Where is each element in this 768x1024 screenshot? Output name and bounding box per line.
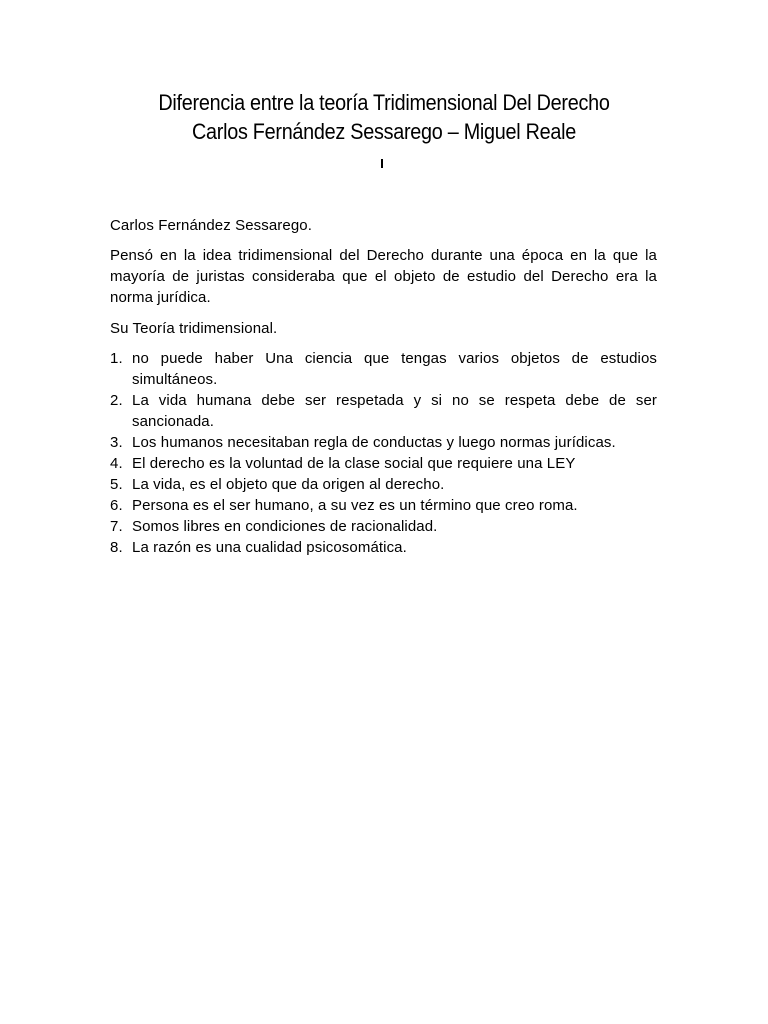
list-item-number: 2.	[110, 392, 123, 409]
list-item-number: 6.	[110, 497, 123, 514]
list-item-text: El derecho es la voluntad de la clase social que requiere una LEY	[132, 455, 576, 472]
document-title-line-1: Diferencia entre la teoría Tridimensional Del Derecho	[158, 90, 610, 115]
intro-paragraph: Pensó en la idea tridimensional del Derecho durante una época en la que la mayoría de juristas consideraba que el objeto de estudio del Derecho era la norma jurídica.	[110, 247, 657, 306]
list-item-text: La vida, es el objeto que da origen al derecho.	[132, 476, 445, 493]
list-item-number: 4.	[110, 455, 123, 472]
list-item	[110, 432, 657, 453]
document-title-line-2: Carlos Fernández Sessarego – Miguel Reale	[191, 119, 577, 144]
list-item	[110, 474, 657, 495]
list-item	[110, 348, 657, 390]
list-item-number: 3.	[110, 434, 123, 451]
list-item-text: Somos libres en condiciones de racionalidad.	[132, 518, 438, 535]
list-item	[110, 495, 657, 516]
list-item-text: La vida humana debe ser respetada y si no se respeta debe de ser sancionada.	[132, 392, 657, 430]
list-item	[110, 453, 657, 474]
list-item-number: 5.	[110, 476, 123, 493]
list-item-text: Persona es el ser humano, a su vez es un término que creo roma.	[132, 497, 578, 514]
list-item-text: no puede haber Una ciencia que tengas varios objetos de estudios simultáneos.	[132, 350, 657, 388]
list-item-number: 7.	[110, 518, 123, 535]
small-vertical-mark	[381, 159, 383, 168]
author-heading: Carlos Fernández Sessarego.	[110, 217, 312, 234]
list-item	[110, 516, 657, 537]
theory-heading: Su Teoría tridimensional.	[110, 320, 278, 337]
list-item-number: 1.	[110, 350, 123, 367]
list-item-number: 8.	[110, 539, 123, 556]
list-item-text: Los humanos necesitaban regla de conductas y luego normas jurídicas.	[132, 434, 616, 451]
theory-points-list	[110, 348, 657, 558]
list-item-text: La razón es una cualidad psicosomática.	[132, 539, 407, 556]
list-item	[110, 390, 657, 432]
list-item	[110, 537, 657, 558]
